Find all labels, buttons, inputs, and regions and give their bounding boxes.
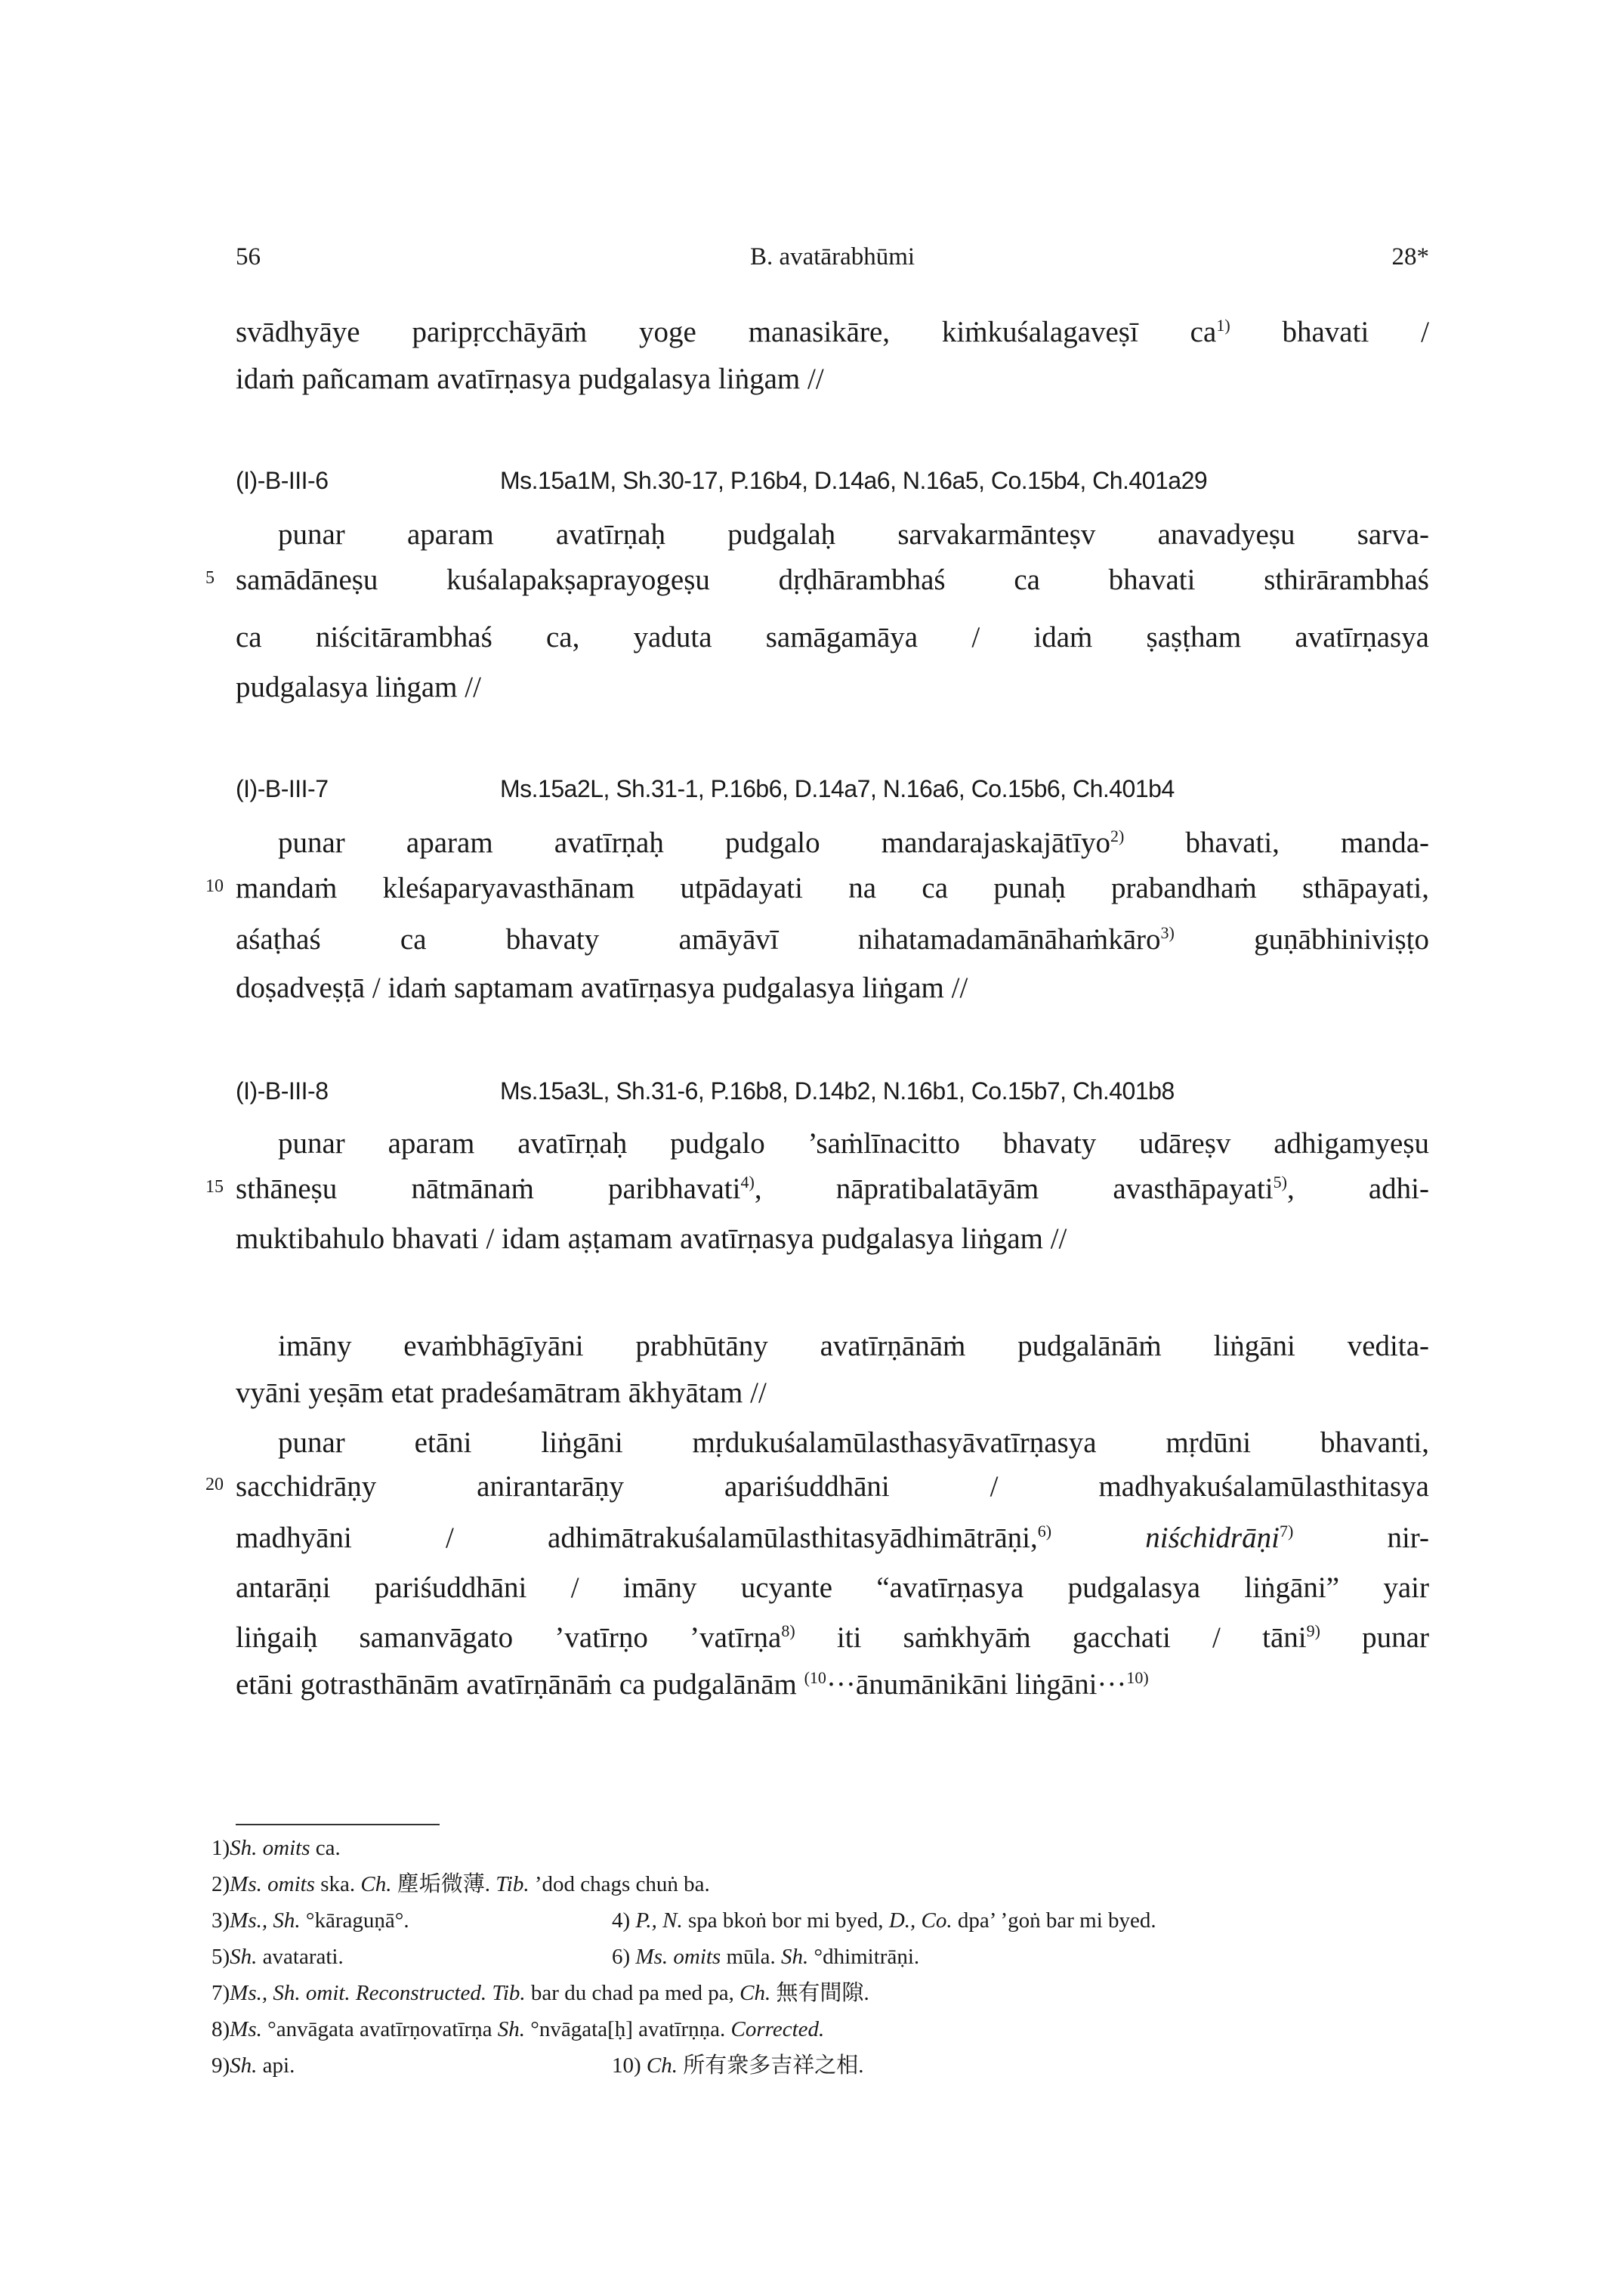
text-line: vyāni yeṣām etat pradeśamātram ākhyātam // <box>236 1377 767 1409</box>
footnote: 6) Ms. omits mūla. Sh. °dhimitrāṇi. <box>612 1945 920 1969</box>
running-title: B. avatārabhūmi <box>749 243 915 270</box>
text-line: svādhyāye paripṛcchāyāṁ yoge manasikāre, kiṁkuśalagaveṣī $ca^{1)}$ bhavati / <box>236 316 1429 348</box>
footnote: 5)Sh. avatarati. <box>211 1945 344 1969</box>
text-line: sacchidrāṇy anirantarāṇy apariśuddhāni / madhyakuśalamūlasthitasya <box>236 1470 1429 1503</box>
text-line: madhyāni / adhimātrakuśalamūlasthitasyādhimātrāṇi,$^{6)}$ niśchidrāṇi$^{7)}$ nir- <box>236 1522 1430 1554</box>
text-line: mandaṁ kleśaparyavasthānam utpādayati na ca punaḥ prabandhaṁ sthāpayati, <box>236 872 1429 904</box>
page-number: 56 <box>236 243 261 270</box>
text-line: samādāneṣu kuśalapakṣaprayogeṣu dṛḍhārambhaś ca bhavati sthirārambhaś <box>236 564 1429 596</box>
text-line: liṅgaiḥ samanvāgato ’vatīrṇo ’vatīrṇa$^{8)}$ iti saṁkhyāṁ gacchati / tāni$^{9)}$ punar <box>236 1621 1429 1654</box>
text-line: etāni gotrasthānām avatīrṇānāṁ ca pudgalānām $^{(10}$···ānumānikāni liṅgāni···$^{10)}$ <box>236 1668 1149 1701</box>
line-number: 20 <box>205 1475 224 1494</box>
text-line: punar etāni liṅgāni mṛdukuśalamūlasthasyāvatīrṇasya mṛdūni bhavanti, <box>278 1426 1429 1459</box>
manuscript-refs: Ms.15a1M, Sh.30-17, P.16b4, D.14a6, N.16a5, Co.15b4, Ch.401a29 <box>500 467 1208 494</box>
manuscript-refs: Ms.15a3L, Sh.31-6, P.16b8, D.14b2, N.16b1, Co.15b7, Ch.401b8 <box>500 1077 1175 1105</box>
text-line: ca niścitārambhaś ca, yaduta samāgamāya / idaṁ ṣaṣṭham avatīrṇasya <box>236 621 1429 654</box>
section-id: (I)-B-III-7 <box>236 775 329 802</box>
footnote: 9)Sh. api. <box>211 2053 295 2078</box>
text-line: doṣadveṣṭā / idaṁ saptamam avatīrṇasya pudgalasya liṅgam // <box>236 972 968 1004</box>
text-line: sthāneṣu nātmānaṁ paribhavati$^{4)}$, nāpratibalatāyām avasthāpayati$^{5)}$, adhi- <box>236 1173 1430 1205</box>
footnote: 7)Ms., Sh. omit. Reconstructed. Tib. bar du chad pa med pa, Ch. 無有間隙. <box>211 1981 869 2005</box>
line-number: 5 <box>205 568 215 588</box>
text-line: aśaṭhaś ca bhavaty amāyāvī nihatamadamānāhaṁkāro$^{3)}$ guṇābhiniviṣṭo <box>236 923 1429 956</box>
running-header <box>236 243 1429 281</box>
text-line: antarāṇi pariśuddhāni / imāny ucyante “avatīrṇasya pudgalasya liṅgāni” yair <box>236 1571 1429 1604</box>
text-line: idaṁ pañcamam avatīrṇasya pudgalasya liṅgam // <box>236 363 824 395</box>
text-line: punar aparam avatīrṇaḥ pudgalo mandarajaskajātīyo$^{2)}$ bhavati, manda- <box>278 827 1429 859</box>
footnote: 8)Ms. °anvāgata avatīrṇovatīrṇa Sh. °nvāgata[ḥ] avatīrṇṇa. Corrected. <box>211 2017 825 2041</box>
footnote-rule <box>236 1824 440 1825</box>
section-id: (I)-B-III-6 <box>236 467 329 494</box>
text-line: muktibahulo bhavati / idam aṣṭamam avatīrṇasya pudgalasya liṅgam // <box>236 1222 1067 1255</box>
footnote: 3)Ms., Sh. °kāraguṇā°. <box>211 1908 409 1933</box>
folio-number: 28* <box>1391 243 1429 270</box>
footnote: 10) Ch. 所有衆多吉祥之相. <box>612 2053 864 2078</box>
footnote: 4) P., N. spa bkoṅ bor mi byed, D., Co. dpa’ ’goṅ bar mi byed. <box>612 1908 1156 1933</box>
manuscript-refs: Ms.15a2L, Sh.31-1, P.16b6, D.14a7, N.16a6, Co.15b6, Ch.401b4 <box>500 775 1175 802</box>
footnote: 1)Sh. omits ca. <box>211 1836 341 1860</box>
text-line: pudgalasya liṅgam // <box>236 671 481 703</box>
section-id: (I)-B-III-8 <box>236 1077 329 1105</box>
footnote: 2)Ms. omits ska. Ch. 塵垢微薄. Tib. ’dod chags chuṅ ba. <box>211 1872 710 1896</box>
text-line: imāny evaṁbhāgīyāni prabhūtāny avatīrṇānāṁ pudgalānāṁ liṅgāni vedita- <box>278 1330 1429 1362</box>
text-line: punar aparam avatīrṇaḥ pudgalaḥ sarvakarmānteṣv anavadyeṣu sarva- <box>278 518 1429 551</box>
text-line: punar aparam avatīrṇaḥ pudgalo ’saṁlīnacitto bhavaty udāreṣv adhigamyeṣu <box>278 1127 1429 1160</box>
line-number: 15 <box>205 1177 224 1197</box>
line-number: 10 <box>205 876 224 896</box>
